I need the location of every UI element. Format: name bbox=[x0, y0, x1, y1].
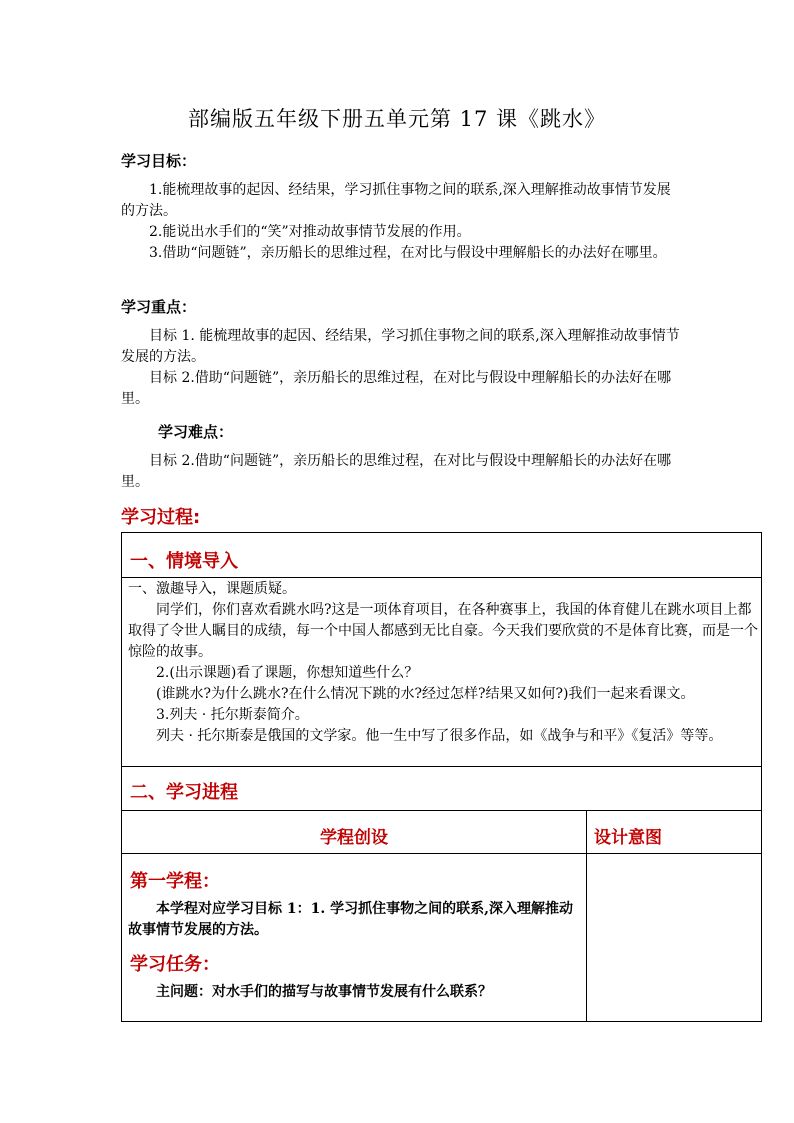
section1-title: 一、情境导入 bbox=[130, 551, 238, 572]
divider bbox=[122, 577, 761, 578]
goal-item-1: 1.能梳理故事的起因、经结果，学习抓住事物之间的联系,深入理解推动故事情节发展的方法。 bbox=[121, 182, 671, 219]
section2-title: 二、学习进程 bbox=[130, 782, 238, 803]
focus-item-1: 目标 1. 能梳理故事的起因、经结果，学习抓住事物之间的联系,深入理解推动故事情节发展的方法。 bbox=[121, 328, 680, 365]
section1-line-3: 2.(出示课题)看了课题，你想知道些什么？ bbox=[156, 665, 419, 681]
focus-heading: 学习重点： bbox=[121, 298, 197, 316]
focus-item-2: 目标 2.借助“问题链”，亲历船长的思维过程，在对比与假设中理解船长的办法好在哪里。 bbox=[121, 370, 672, 407]
task-text: 主问题：对水手们的描写与故事情节发展有什么联系？ bbox=[156, 984, 492, 1000]
divider bbox=[122, 766, 761, 767]
difficulty-item-1: 目标 2.借助“问题链”，亲历船长的思维过程，在对比与假设中理解船长的办法好在哪里。 bbox=[121, 453, 672, 490]
task-heading: 学习任务： bbox=[130, 954, 220, 975]
section1-line-1: 一、激趣导入，课题质疑。 bbox=[128, 581, 296, 597]
section1-line-5: 3.列夫 · 托尔斯泰简介。 bbox=[156, 707, 309, 723]
process-heading: 学习过程: bbox=[121, 507, 201, 528]
goals-heading: 学习目标： bbox=[121, 152, 197, 170]
goal-item-3: 3.借助“问题链”，亲历船长的思维过程，在对比与假设中理解船长的办法好在哪里。 bbox=[149, 245, 667, 261]
column-divider bbox=[586, 810, 587, 1021]
goal-item-2: 2.能说出水手们的“笑”对推动故事情节发展的作用。 bbox=[149, 224, 471, 240]
section1-line-6: 列夫 · 托尔斯泰是俄国的文学家。他一生中写了很多作品，如《战争与和平》《复活》等等。 bbox=[156, 728, 723, 744]
lesson-table bbox=[121, 532, 762, 1022]
document-title: 部编版五年级下册五单元第 17 课《跳水》 bbox=[187, 107, 607, 131]
divider bbox=[122, 810, 761, 811]
section1-line-4: (谁跳水?为什么跳水?在什么情况下跳的水?经过怎样?结果又如何?)我们一起来看课文。 bbox=[156, 686, 695, 702]
divider bbox=[122, 853, 761, 854]
stage1-text: 本学程对应学习目标 1：1. 学习抓住事物之间的联系,深入理解推动故事情节发展的方法。 bbox=[128, 901, 573, 938]
col-header-intent: 设计意图 bbox=[594, 828, 662, 848]
stage1-heading: 第一学程： bbox=[130, 871, 220, 892]
section1-line-2: 同学们，你们喜欢看跳水吗?这是一项体育项目，在各种赛事上，我国的体育健儿在跳水项目上都取得了令世人瞩目的成绩，每一个中国人都感到无比自豪。今天我们要欣赏的不是体育比赛，而是一个惊险的故事。 bbox=[128, 602, 758, 660]
col-header-design: 学程创设 bbox=[320, 828, 388, 848]
difficulty-heading: 学习难点： bbox=[158, 423, 234, 441]
